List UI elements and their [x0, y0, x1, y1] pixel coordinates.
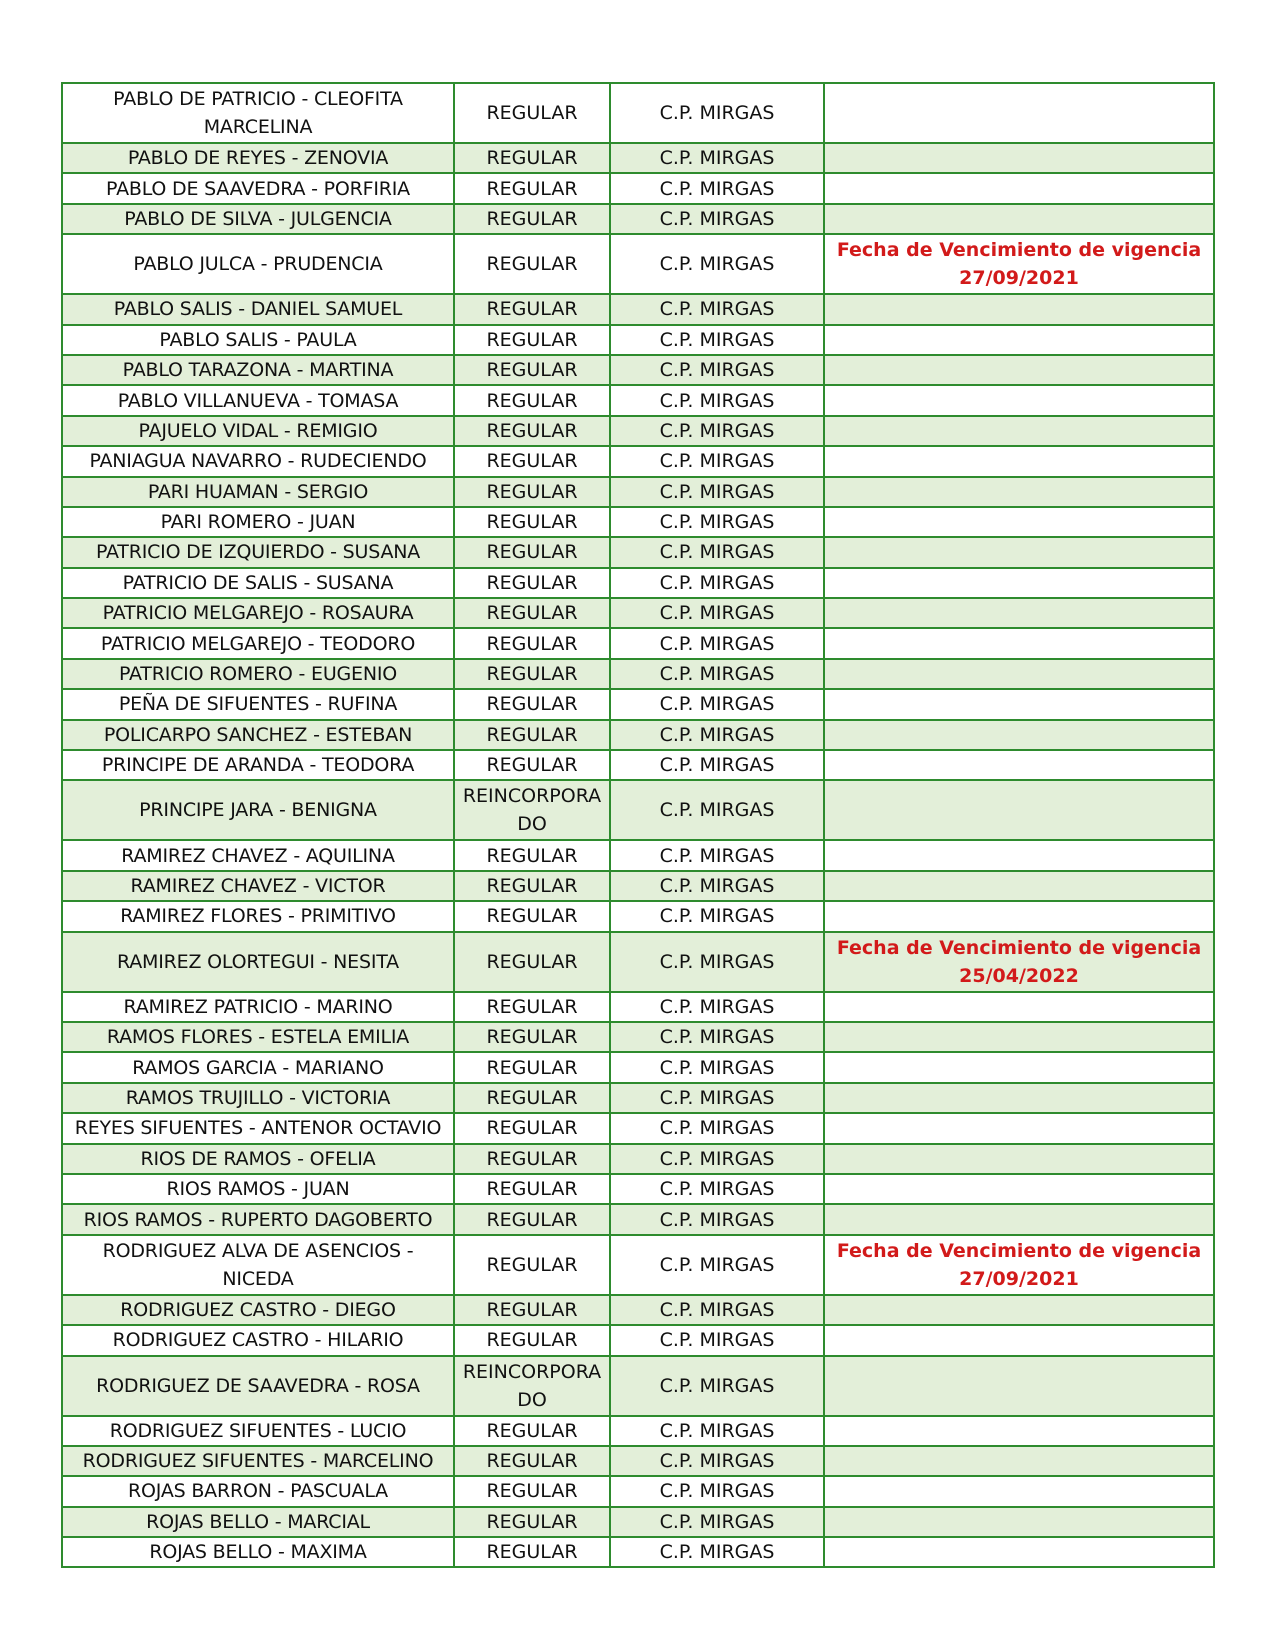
table-row	[62, 628, 1214, 658]
status-cell: REGULAR	[454, 204, 610, 234]
member-name-cell: PANIAGUA NAVARRO - RUDECIENDO	[62, 446, 454, 476]
status-cell: REGULAR	[454, 1476, 610, 1506]
organization-cell: C.P. MIRGAS	[610, 446, 824, 476]
table-row	[62, 1113, 1214, 1143]
organization-cell: C.P. MIRGAS	[610, 325, 824, 355]
member-name-cell: PATRICIO DE SALIS - SUSANA	[62, 568, 454, 598]
table-row	[62, 992, 1214, 1022]
member-name-cell: POLICARPO SANCHEZ - ESTEBAN	[62, 720, 454, 750]
expiry-note-cell	[824, 1235, 1214, 1295]
status-cell: REGULAR	[454, 385, 610, 415]
organization-cell: C.P. MIRGAS	[610, 750, 824, 780]
table-row	[62, 143, 1214, 173]
status-cell: REGULAR	[454, 598, 610, 628]
status-cell: REGULAR	[454, 1204, 610, 1234]
table-row	[62, 1083, 1214, 1113]
expiry-note-cell	[824, 355, 1214, 385]
expiry-note-cell	[824, 1356, 1214, 1416]
status-cell: REGULAR	[454, 628, 610, 658]
organization-cell: C.P. MIRGAS	[610, 416, 824, 446]
status-cell: REGULAR	[454, 568, 610, 598]
expiry-note-cell	[824, 1446, 1214, 1476]
status-cell: REGULAR	[454, 355, 610, 385]
table-row	[62, 1325, 1214, 1355]
status-cell: REGULAR	[454, 1295, 610, 1325]
table-row	[62, 1144, 1214, 1174]
expiry-note-cell	[824, 385, 1214, 415]
expiry-note-cell	[824, 1416, 1214, 1446]
status-cell: REGULAR	[454, 294, 610, 324]
organization-cell: C.P. MIRGAS	[610, 1204, 824, 1234]
expiry-note-cell	[824, 992, 1214, 1022]
table-row	[62, 234, 1214, 294]
table-row	[62, 385, 1214, 415]
organization-cell: C.P. MIRGAS	[610, 720, 824, 750]
member-name-cell: PARI HUAMAN - SERGIO	[62, 477, 454, 507]
table-row	[62, 355, 1214, 385]
expiry-note-date: 27/09/2021	[959, 267, 1079, 290]
member-name-cell: PABLO TARAZONA - MARTINA	[62, 355, 454, 385]
member-name-cell: PATRICIO MELGAREJO - TEODORO	[62, 628, 454, 658]
expiry-note-cell	[824, 1144, 1214, 1174]
expiry-note-cell	[824, 173, 1214, 203]
organization-cell: C.P. MIRGAS	[610, 1174, 824, 1204]
status-cell: REGULAR	[454, 1416, 610, 1446]
member-name-cell: RAMOS TRUJILLO - VICTORIA	[62, 1083, 454, 1113]
organization-cell: C.P. MIRGAS	[610, 1022, 824, 1052]
member-name-cell: RODRIGUEZ ALVA DE ASENCIOS - NICEDA	[62, 1235, 454, 1295]
status-cell: REGULAR	[454, 537, 610, 567]
table-row	[62, 1476, 1214, 1506]
member-name-cell: PABLO DE PATRICIO - CLEOFITA MARCELINA	[62, 83, 454, 143]
expiry-note-cell	[824, 1476, 1214, 1506]
table-row	[62, 659, 1214, 689]
expiry-note-cell	[824, 932, 1214, 992]
expiry-note-cell	[824, 446, 1214, 476]
status-cell: REGULAR	[454, 1083, 610, 1113]
status-cell: REGULAR	[454, 1446, 610, 1476]
member-name-cell: PRINCIPE DE ARANDA - TEODORA	[62, 750, 454, 780]
organization-cell: C.P. MIRGAS	[610, 385, 824, 415]
table-row	[62, 598, 1214, 628]
organization-cell: C.P. MIRGAS	[610, 628, 824, 658]
organization-cell: C.P. MIRGAS	[610, 477, 824, 507]
organization-cell: C.P. MIRGAS	[610, 537, 824, 567]
organization-cell: C.P. MIRGAS	[610, 1446, 824, 1476]
organization-cell: C.P. MIRGAS	[610, 568, 824, 598]
organization-cell: C.P. MIRGAS	[610, 1144, 824, 1174]
status-cell: REGULAR	[454, 1174, 610, 1204]
expiry-note-cell	[824, 416, 1214, 446]
member-name-cell: ROJAS BELLO - MARCIAL	[62, 1507, 454, 1537]
table-row	[62, 750, 1214, 780]
table-row	[62, 901, 1214, 931]
table-row	[62, 1022, 1214, 1052]
organization-cell: C.P. MIRGAS	[610, 1052, 824, 1082]
expiry-note-cell	[824, 689, 1214, 719]
status-cell: REGULAR	[454, 840, 610, 870]
table-row	[62, 507, 1214, 537]
expiry-note-cell	[824, 1325, 1214, 1355]
organization-cell: C.P. MIRGAS	[610, 234, 824, 294]
status-cell: REGULAR	[454, 416, 610, 446]
member-name-cell: RAMIREZ FLORES - PRIMITIVO	[62, 901, 454, 931]
member-name-cell: RAMOS FLORES - ESTELA EMILIA	[62, 1022, 454, 1052]
status-cell: REGULAR	[454, 1537, 610, 1567]
member-name-cell: PABLO DE SAAVEDRA - PORFIRIA	[62, 173, 454, 203]
organization-cell: C.P. MIRGAS	[610, 355, 824, 385]
expiry-note-cell	[824, 1083, 1214, 1113]
organization-cell: C.P. MIRGAS	[610, 932, 824, 992]
member-name-cell: REYES SIFUENTES - ANTENOR OCTAVIO	[62, 1113, 454, 1143]
table-row	[62, 1295, 1214, 1325]
expiry-note-label: Fecha de Vencimiento de vigencia	[836, 239, 1202, 262]
status-cell: REGULAR	[454, 1022, 610, 1052]
organization-cell: C.P. MIRGAS	[610, 173, 824, 203]
organization-cell: C.P. MIRGAS	[610, 1537, 824, 1567]
member-name-cell: RIOS RAMOS - RUPERTO DAGOBERTO	[62, 1204, 454, 1234]
table-row	[62, 446, 1214, 476]
expiry-note-label: Fecha de Vencimiento de vigencia	[836, 1239, 1202, 1262]
organization-cell: C.P. MIRGAS	[610, 1113, 824, 1143]
expiry-note-cell	[824, 720, 1214, 750]
table-row	[62, 1537, 1214, 1567]
organization-cell: C.P. MIRGAS	[610, 780, 824, 840]
table-row	[62, 780, 1214, 840]
expiry-note-cell	[824, 1022, 1214, 1052]
organization-cell: C.P. MIRGAS	[610, 1507, 824, 1537]
member-name-cell: PATRICIO DE IZQUIERDO - SUSANA	[62, 537, 454, 567]
status-cell: REGULAR	[454, 477, 610, 507]
organization-cell: C.P. MIRGAS	[610, 1083, 824, 1113]
member-name-cell: PARI ROMERO - JUAN	[62, 507, 454, 537]
expiry-note-cell	[824, 598, 1214, 628]
organization-cell: C.P. MIRGAS	[610, 1295, 824, 1325]
status-cell: REGULAR	[454, 234, 610, 294]
organization-cell: C.P. MIRGAS	[610, 1416, 824, 1446]
organization-cell: C.P. MIRGAS	[610, 294, 824, 324]
organization-cell: C.P. MIRGAS	[610, 901, 824, 931]
member-name-cell: RAMIREZ PATRICIO - MARINO	[62, 992, 454, 1022]
expiry-note-cell	[824, 750, 1214, 780]
status-cell: REGULAR	[454, 446, 610, 476]
table-row	[62, 477, 1214, 507]
status-cell: REGULAR	[454, 689, 610, 719]
member-name-cell: PABLO VILLANUEVA - TOMASA	[62, 385, 454, 415]
organization-cell: C.P. MIRGAS	[610, 1356, 824, 1416]
table-row	[62, 871, 1214, 901]
status-cell: REGULAR	[454, 143, 610, 173]
member-name-cell: RIOS DE RAMOS - OFELIA	[62, 1144, 454, 1174]
table-row	[62, 1204, 1214, 1234]
table-row	[62, 1416, 1214, 1446]
member-name-cell: RODRIGUEZ DE SAAVEDRA - ROSA	[62, 1356, 454, 1416]
member-name-cell: RAMOS GARCIA - MARIANO	[62, 1052, 454, 1082]
organization-cell: C.P. MIRGAS	[610, 992, 824, 1022]
table-row	[62, 1174, 1214, 1204]
member-name-cell: PABLO JULCA - PRUDENCIA	[62, 234, 454, 294]
member-name-cell: PABLO SALIS - PAULA	[62, 325, 454, 355]
expiry-note-cell	[824, 840, 1214, 870]
expiry-note-cell	[824, 659, 1214, 689]
status-cell: REGULAR	[454, 871, 610, 901]
organization-cell: C.P. MIRGAS	[610, 1325, 824, 1355]
organization-cell: C.P. MIRGAS	[610, 204, 824, 234]
expiry-note-date: 27/09/2021	[959, 1267, 1079, 1290]
status-cell: REINCORPORADO	[454, 780, 610, 840]
expiry-note-cell	[824, 477, 1214, 507]
status-cell: REGULAR	[454, 1144, 610, 1174]
status-cell: REGULAR	[454, 901, 610, 931]
table-row	[62, 204, 1214, 234]
status-cell: REGULAR	[454, 1052, 610, 1082]
organization-cell: C.P. MIRGAS	[610, 840, 824, 870]
member-name-cell: RAMIREZ OLORTEGUI - NESITA	[62, 932, 454, 992]
member-name-cell: PRINCIPE JARA - BENIGNA	[62, 780, 454, 840]
expiry-note-cell	[824, 1537, 1214, 1567]
member-name-cell: PABLO SALIS - DANIEL SAMUEL	[62, 294, 454, 324]
expiry-note-cell	[824, 1052, 1214, 1082]
status-cell: REGULAR	[454, 932, 610, 992]
expiry-note-cell	[824, 143, 1214, 173]
expiry-note-cell	[824, 780, 1214, 840]
organization-cell: C.P. MIRGAS	[610, 83, 824, 143]
member-name-cell: PABLO DE SILVA - JULGENCIA	[62, 204, 454, 234]
table-row	[62, 1446, 1214, 1476]
members-table-body	[62, 83, 1214, 1567]
status-cell: REGULAR	[454, 750, 610, 780]
organization-cell: C.P. MIRGAS	[610, 1476, 824, 1506]
expiry-note-cell	[824, 83, 1214, 143]
table-row	[62, 720, 1214, 750]
table-row	[62, 325, 1214, 355]
status-cell: REGULAR	[454, 325, 610, 355]
organization-cell: C.P. MIRGAS	[610, 689, 824, 719]
member-name-cell: PEÑA DE SIFUENTES - RUFINA	[62, 689, 454, 719]
expiry-note-cell	[824, 234, 1214, 294]
table-row	[62, 1235, 1214, 1295]
member-name-cell: RIOS RAMOS - JUAN	[62, 1174, 454, 1204]
table-row	[62, 173, 1214, 203]
expiry-note-cell	[824, 507, 1214, 537]
table-row	[62, 1356, 1214, 1416]
member-name-cell: PATRICIO ROMERO - EUGENIO	[62, 659, 454, 689]
status-cell: REGULAR	[454, 507, 610, 537]
member-name-cell: PABLO DE REYES - ZENOVIA	[62, 143, 454, 173]
table-row	[62, 932, 1214, 992]
status-cell: REGULAR	[454, 1235, 610, 1295]
member-name-cell: RAMIREZ CHAVEZ - VICTOR	[62, 871, 454, 901]
table-row	[62, 294, 1214, 324]
status-cell: REGULAR	[454, 1325, 610, 1355]
member-name-cell: ROJAS BELLO - MAXIMA	[62, 1537, 454, 1567]
table-row	[62, 689, 1214, 719]
status-cell: REGULAR	[454, 1113, 610, 1143]
table-row	[62, 568, 1214, 598]
organization-cell: C.P. MIRGAS	[610, 598, 824, 628]
expiry-note-cell	[824, 568, 1214, 598]
member-name-cell: PAJUELO VIDAL - REMIGIO	[62, 416, 454, 446]
member-name-cell: RAMIREZ CHAVEZ - AQUILINA	[62, 840, 454, 870]
expiry-note-cell	[824, 1507, 1214, 1537]
table-row	[62, 1052, 1214, 1082]
member-name-cell: ROJAS BARRON - PASCUALA	[62, 1476, 454, 1506]
status-cell: REGULAR	[454, 173, 610, 203]
member-name-cell: RODRIGUEZ CASTRO - DIEGO	[62, 1295, 454, 1325]
expiry-note-cell	[824, 1113, 1214, 1143]
expiry-note-cell	[824, 204, 1214, 234]
expiry-note-cell	[824, 628, 1214, 658]
organization-cell: C.P. MIRGAS	[610, 871, 824, 901]
expiry-note-cell	[824, 325, 1214, 355]
organization-cell: C.P. MIRGAS	[610, 143, 824, 173]
member-name-cell: PATRICIO MELGAREJO - ROSAURA	[62, 598, 454, 628]
expiry-note-cell	[824, 537, 1214, 567]
member-name-cell: RODRIGUEZ SIFUENTES - LUCIO	[62, 1416, 454, 1446]
status-cell: REGULAR	[454, 83, 610, 143]
table-row	[62, 537, 1214, 567]
table-row	[62, 416, 1214, 446]
members-table	[61, 82, 1215, 1568]
status-cell: REINCORPORADO	[454, 1356, 610, 1416]
expiry-note-label: Fecha de Vencimiento de vigencia	[836, 936, 1202, 959]
organization-cell: C.P. MIRGAS	[610, 507, 824, 537]
expiry-note-cell	[824, 871, 1214, 901]
expiry-note-cell	[824, 901, 1214, 931]
status-cell: REGULAR	[454, 992, 610, 1022]
table-row	[62, 1507, 1214, 1537]
organization-cell: C.P. MIRGAS	[610, 659, 824, 689]
expiry-note-cell	[824, 1174, 1214, 1204]
table-row	[62, 840, 1214, 870]
expiry-note-date: 25/04/2022	[959, 964, 1079, 987]
status-cell: REGULAR	[454, 659, 610, 689]
member-name-cell: RODRIGUEZ CASTRO - HILARIO	[62, 1325, 454, 1355]
member-name-cell: RODRIGUEZ SIFUENTES - MARCELINO	[62, 1446, 454, 1476]
organization-cell: C.P. MIRGAS	[610, 1235, 824, 1295]
expiry-note-cell	[824, 1204, 1214, 1234]
status-cell: REGULAR	[454, 720, 610, 750]
table-row	[62, 83, 1214, 143]
expiry-note-cell	[824, 1295, 1214, 1325]
expiry-note-cell	[824, 294, 1214, 324]
status-cell: REGULAR	[454, 1507, 610, 1537]
